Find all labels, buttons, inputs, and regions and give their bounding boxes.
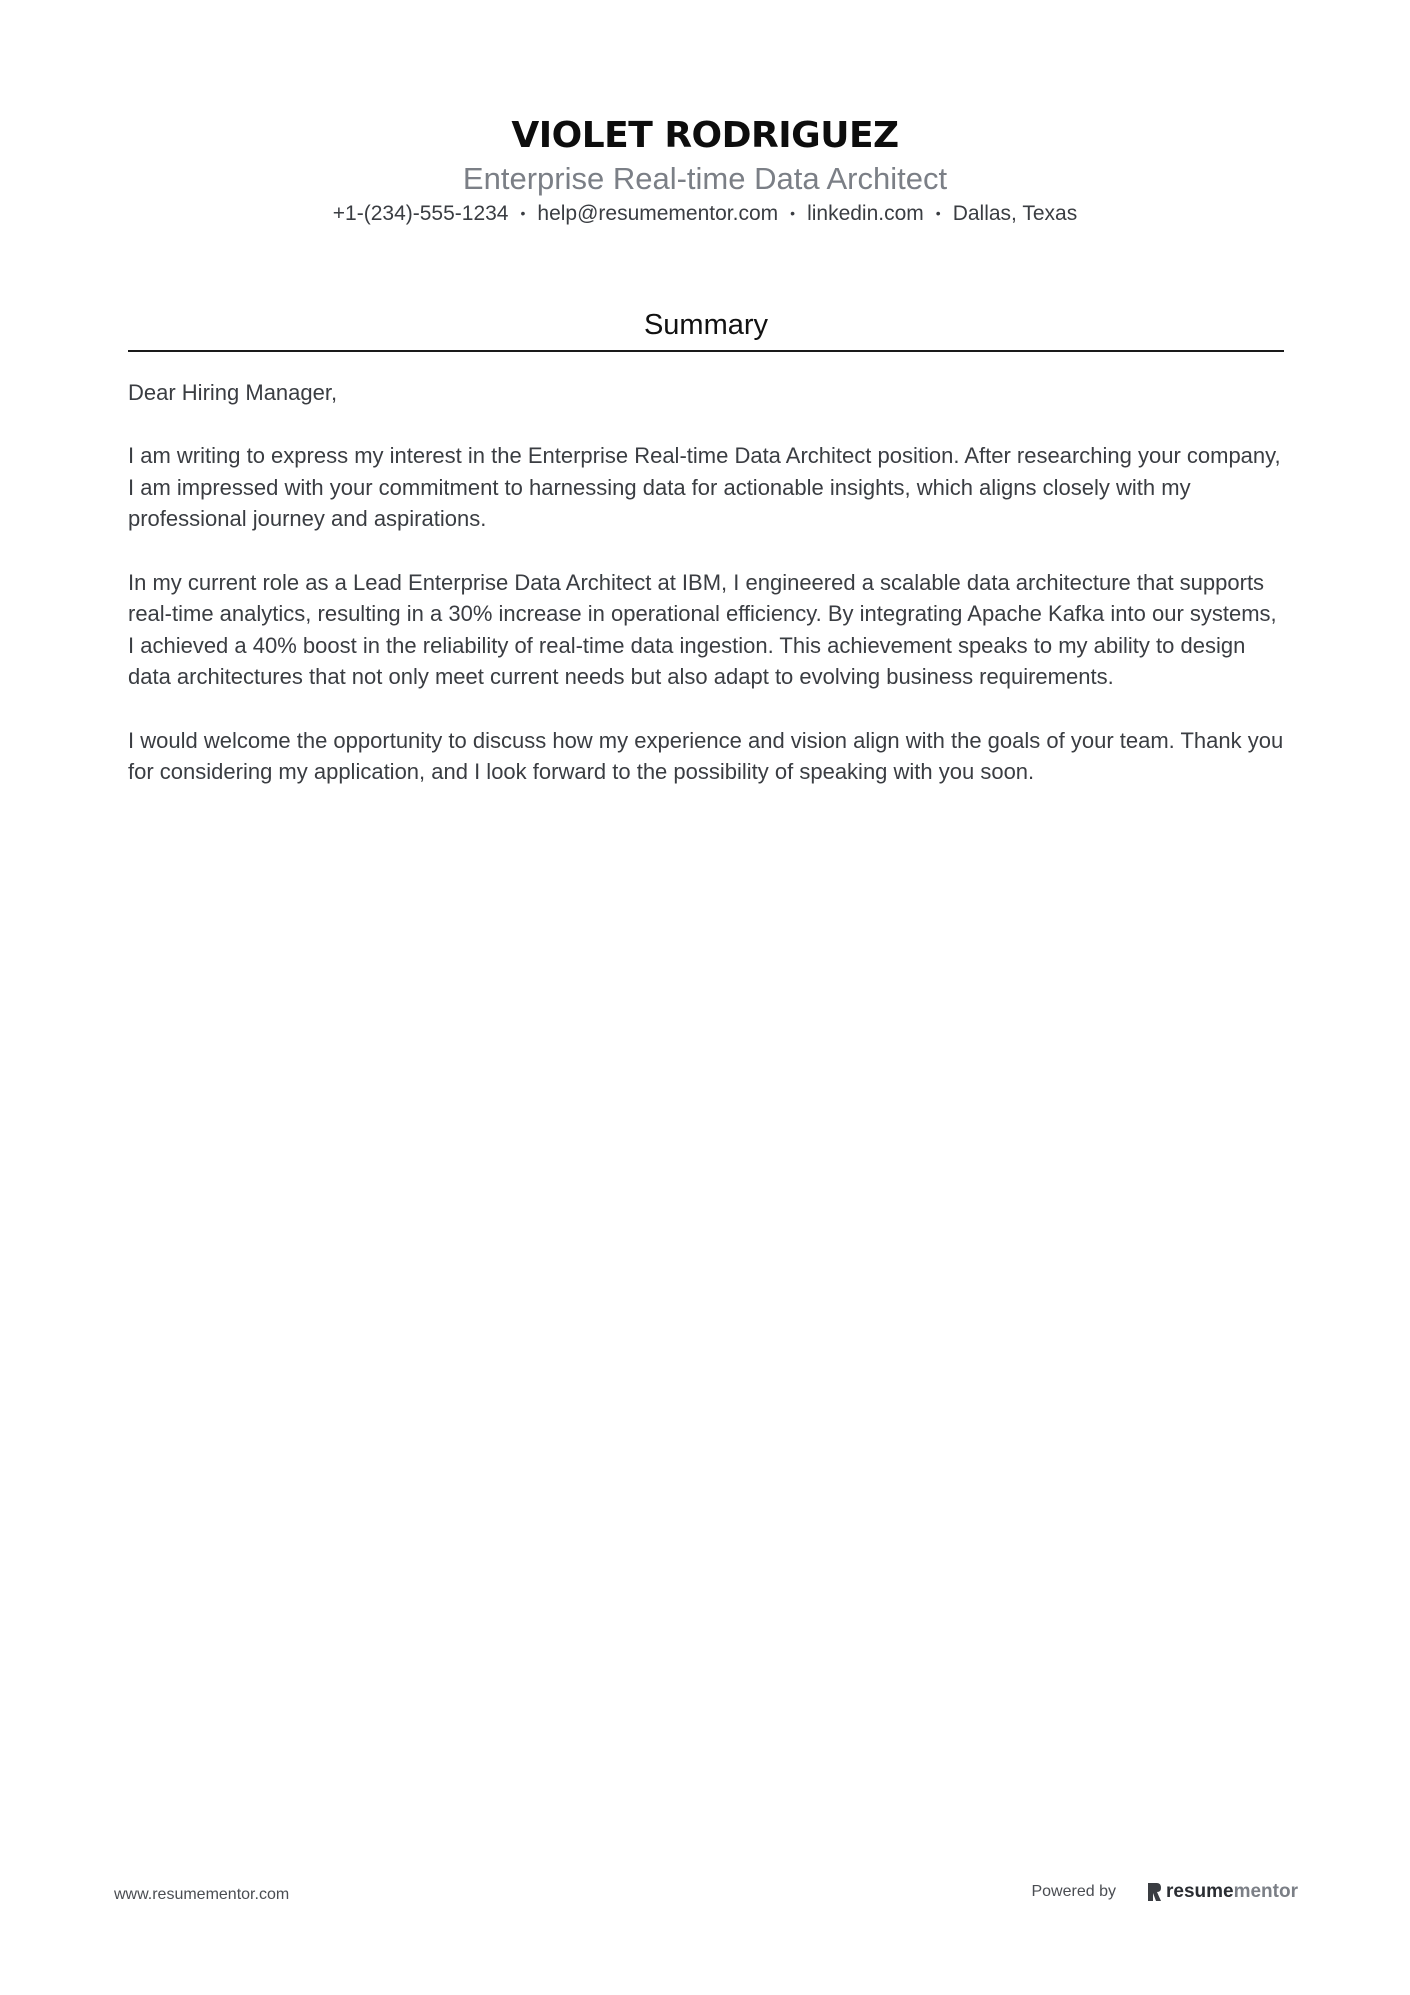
letter-body (128, 377, 1288, 819)
job-title: Enterprise Real-time Data Architect (462, 161, 948, 196)
contact-separator: • (790, 205, 796, 221)
contact-separator: • (935, 205, 941, 221)
contact-location: Dallas, Texas (952, 202, 1078, 225)
brand-name-part2: mentor (1233, 1881, 1298, 1902)
resumementor-logo-icon (1146, 1882, 1162, 1902)
contact-phone: +1-(234)-555-1234 (332, 202, 509, 225)
letter-paragraph-1: I am writing to express my interest in the Enterprise Real-time Data Architect position. After researching your company, I am impressed with your commitment to harnessing data for actionable insights, which aligns closely with my professional journey and aspirations. (128, 443, 1281, 532)
brand-name-part1: resume (1165, 1881, 1234, 1902)
footer-website: www.resumementor.com (114, 1886, 290, 1903)
candidate-name: VIOLET RODRIGUEZ (511, 115, 899, 156)
resume-header (0, 112, 1410, 229)
letter-paragraph-2: In my current role as a Lead Enterprise Data Architect at IBM, I engineered a scalable data architecture that supports real-time analytics, resulting in a 30% increase in operational efficiency. By integrating Apache Kafka into our systems, I achieved a 40% boost in the reliability of real-time data ingestion. This achievement speaks to my ability to design data architectures that not only meet current needs but also adapt to evolving business requirements. (128, 569, 1277, 690)
footer-branding (1031, 1881, 1298, 1903)
contact-line (0, 198, 1410, 229)
contact-linkedin: linkedin.com (807, 202, 924, 225)
section-divider (128, 350, 1284, 352)
powered-by-label: Powered by (1031, 1883, 1116, 1900)
brand-logo (1146, 1881, 1298, 1903)
contact-email: help@resumementor.com (537, 202, 779, 225)
letter-paragraph-3: I would welcome the opportunity to discuss how my experience and vision align with the goals of your team. Thank you for considering my application, and I look forward to the possibility of speaking with you soon. (128, 727, 1284, 785)
contact-separator: • (520, 205, 526, 221)
section-heading-summary: Summary (643, 309, 769, 341)
letter-salutation: Dear Hiring Manager, (128, 380, 338, 405)
